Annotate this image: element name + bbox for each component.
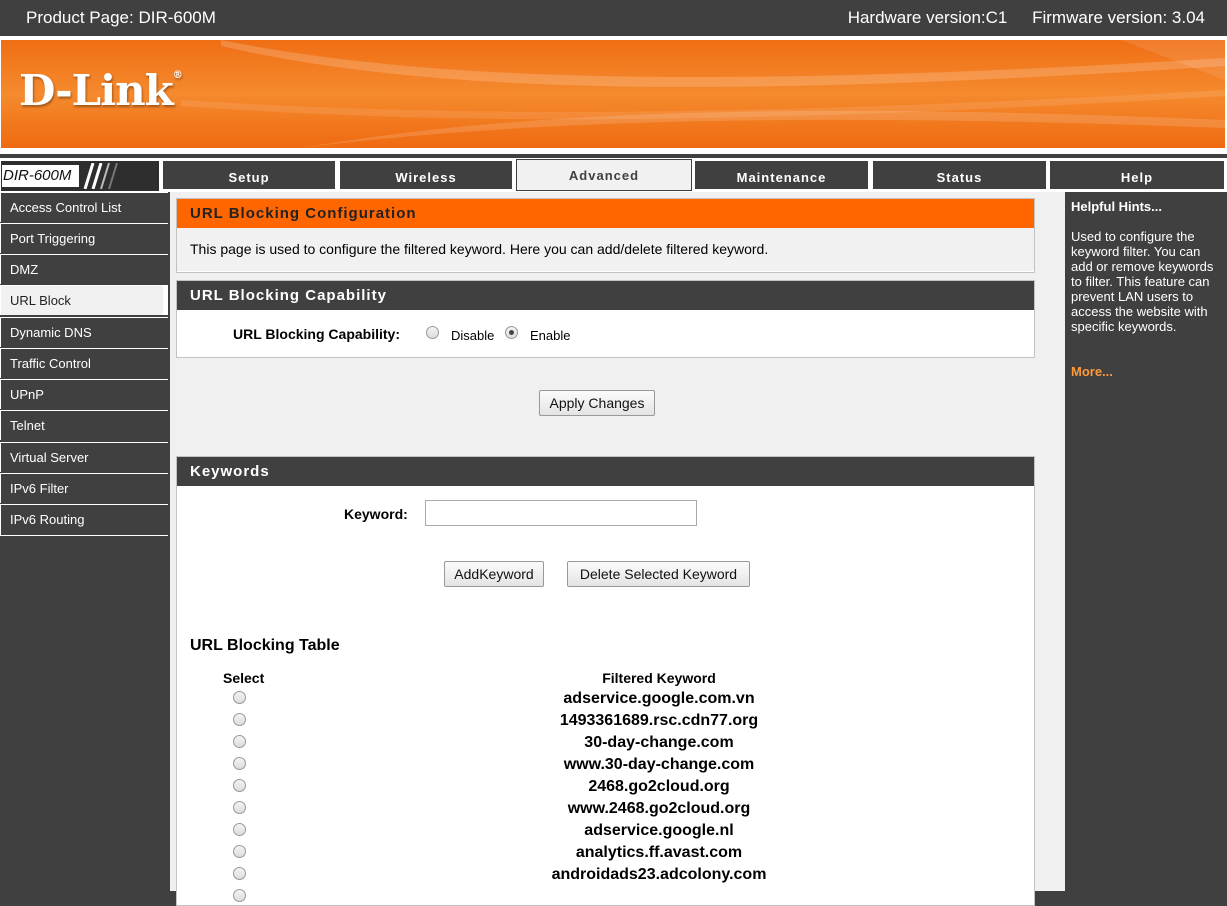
add-keyword-button[interactable]: AddKeyword bbox=[444, 561, 544, 587]
sidebar-item-telnet[interactable]: Telnet bbox=[0, 410, 168, 440]
keywords-section bbox=[176, 456, 1035, 906]
sidebar-item-ipv6-filter[interactable]: IPv6 Filter bbox=[0, 473, 168, 503]
table-row-keyword: 2468.go2cloud.org bbox=[588, 778, 730, 795]
enable-radio[interactable] bbox=[505, 326, 518, 339]
select-column-header: Select bbox=[223, 670, 265, 686]
firmware-version: Firmware version: 3.04 bbox=[1032, 8, 1205, 27]
sidebar-item-ipv6-routing[interactable]: IPv6 Routing bbox=[0, 504, 168, 536]
row-select-radio[interactable] bbox=[233, 845, 246, 858]
delete-selected-keyword-button[interactable]: Delete Selected Keyword bbox=[567, 561, 750, 587]
registered-mark: ® bbox=[172, 70, 182, 81]
dlink-logo[interactable] bbox=[19, 66, 182, 115]
model-stripes-icon bbox=[79, 163, 155, 189]
table-row-keyword: 1493361689.rsc.cdn77.org bbox=[559, 712, 759, 729]
capability-section bbox=[176, 280, 1035, 358]
version-info bbox=[848, 8, 1205, 28]
hints-title: Helpful Hints... bbox=[1071, 199, 1162, 214]
sidebar-item-label: URL Block bbox=[1, 286, 163, 315]
tab-advanced[interactable]: Advanced bbox=[516, 159, 692, 191]
hints-body: Used to configure the keyword filter. You can add or remove keywords to filter. This feature can prevent LAN users to access the website with specific keywords. bbox=[1071, 229, 1214, 334]
table-row-keyword: adservice.google.com.vn bbox=[563, 690, 755, 707]
table-row-keyword: 30-day-change.com bbox=[584, 734, 734, 751]
model-badge bbox=[0, 160, 160, 192]
enable-radio-label: Enable bbox=[530, 328, 571, 343]
banner-orange bbox=[1, 40, 1225, 148]
config-description: This page is used to configure the filtered keyword. Here you can add/delete filtered keyword. bbox=[177, 228, 1034, 271]
keyword-label: Keyword: bbox=[344, 506, 408, 522]
table-row-keyword: www.30-day-change.com bbox=[563, 756, 755, 773]
tab-status[interactable]: Status bbox=[873, 161, 1046, 189]
tab-maintenance[interactable]: Maintenance bbox=[695, 161, 868, 189]
row-select-radio[interactable] bbox=[233, 867, 246, 880]
apply-changes-button[interactable]: Apply Changes bbox=[539, 390, 655, 416]
row-select-radio[interactable] bbox=[233, 779, 246, 792]
tab-help[interactable]: Help bbox=[1050, 161, 1224, 189]
sidebar-item-port-triggering[interactable]: Port Triggering bbox=[0, 223, 168, 253]
row-select-radio[interactable] bbox=[233, 823, 246, 836]
disable-radio[interactable] bbox=[426, 326, 439, 339]
table-row-keyword: androidads23.adcolony.com bbox=[551, 866, 767, 883]
sidebar-item-traffic-control[interactable]: Traffic Control bbox=[0, 348, 168, 378]
row-select-radio[interactable] bbox=[233, 801, 246, 814]
top-bar bbox=[0, 0, 1227, 36]
keywords-title: Keywords bbox=[177, 457, 1034, 486]
table-row-keyword: www.2468.go2cloud.org bbox=[567, 800, 751, 817]
banner-swoosh bbox=[1, 40, 1225, 148]
row-select-radio[interactable] bbox=[233, 691, 246, 704]
row-select-radio[interactable] bbox=[233, 713, 246, 726]
sidebar-item-dynamic-dns[interactable]: Dynamic DNS bbox=[0, 317, 168, 347]
tab-setup[interactable]: Setup bbox=[163, 161, 335, 189]
sidebar-item-virtual-server[interactable]: Virtual Server bbox=[0, 442, 168, 472]
config-title: URL Blocking Configuration bbox=[177, 199, 1034, 228]
config-section bbox=[176, 198, 1035, 273]
main-content bbox=[170, 192, 1065, 891]
disable-radio-label: Disable bbox=[451, 328, 495, 343]
tab-bar bbox=[0, 158, 1227, 192]
capability-title: URL Blocking Capability bbox=[177, 281, 1034, 310]
filtered-keyword-column-header: Filtered Keyword bbox=[602, 670, 716, 686]
hardware-version: Hardware version:C1 bbox=[847, 8, 1008, 27]
sidebar-item-upnp[interactable]: UPnP bbox=[0, 379, 168, 409]
capability-label: URL Blocking Capability: bbox=[233, 326, 400, 342]
hints-more-link[interactable]: More... bbox=[1071, 364, 1113, 379]
row-select-radio[interactable] bbox=[233, 735, 246, 748]
row-select-radio[interactable] bbox=[233, 757, 246, 770]
model-name: DIR-600M bbox=[2, 165, 79, 187]
helpful-hints-panel bbox=[1065, 192, 1227, 891]
sidebar bbox=[0, 192, 170, 891]
logo-text: D-Link bbox=[19, 66, 173, 115]
table-row-keyword: adservice.google.nl bbox=[584, 822, 734, 839]
table-row-keyword: analytics.ff.avast.com bbox=[575, 844, 743, 861]
banner bbox=[0, 36, 1227, 154]
sidebar-item-url-block[interactable] bbox=[0, 285, 168, 315]
tab-wireless[interactable]: Wireless bbox=[340, 161, 512, 189]
product-page-label: Product Page: DIR-600M bbox=[26, 8, 216, 27]
sidebar-item-dmz[interactable]: DMZ bbox=[0, 254, 168, 284]
sidebar-item-access-control-list[interactable]: Access Control List bbox=[0, 192, 168, 222]
url-blocking-table-title: URL Blocking Table bbox=[190, 637, 340, 654]
keyword-input[interactable] bbox=[425, 500, 697, 526]
